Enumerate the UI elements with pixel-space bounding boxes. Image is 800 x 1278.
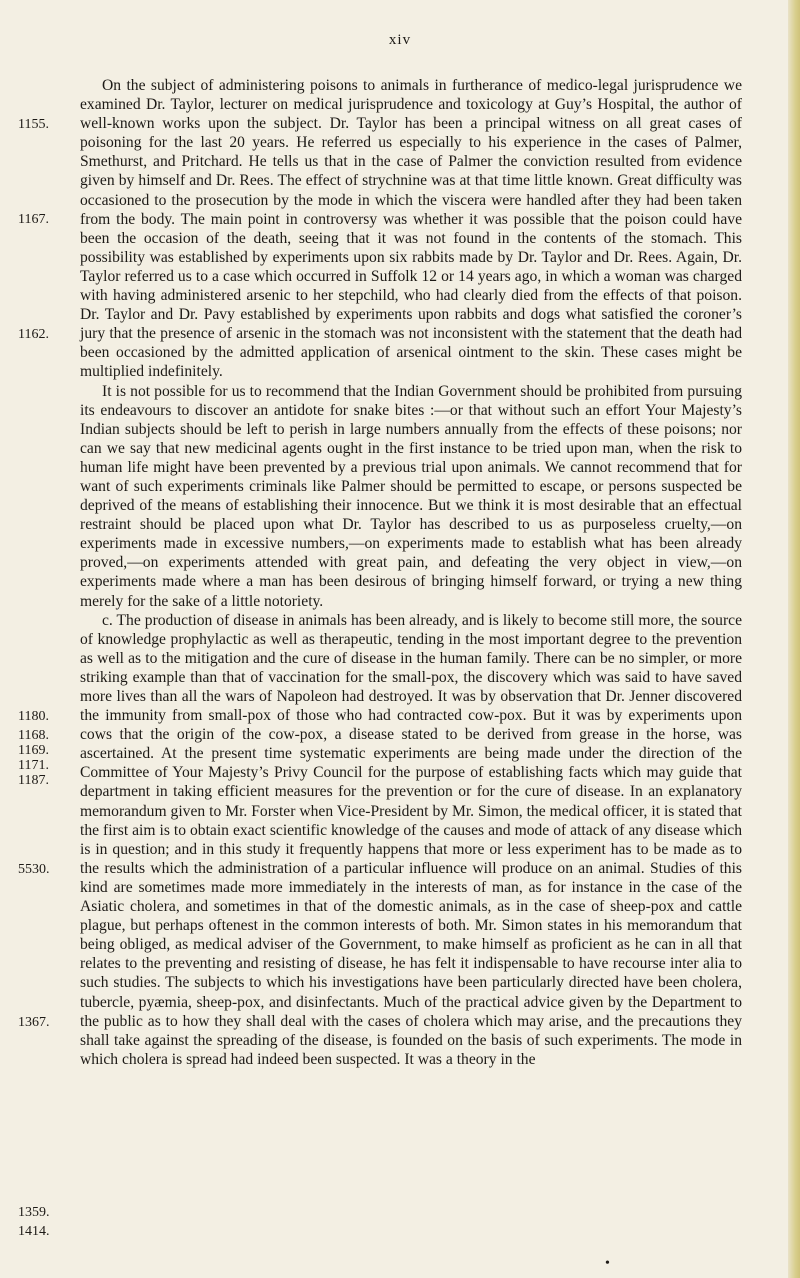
margin-ref: 1180. [18,709,49,724]
page-edge [788,0,800,1278]
page-number: xiv [388,32,412,48]
margin-ref: 1167. [18,212,49,227]
margin-ref: 1162. [18,327,49,342]
margin-ref: 1367. [18,1015,50,1030]
margin-ref: 5530. [18,862,50,877]
body-text [80,76,742,1069]
paragraph: c. The production of disease in animals has been already, and is likely to become still more, the source of knowledge prophylactic as well as therapeutic, tending in the most important degree to the prevention as well as to the mitigation and the cure of disease in the human family. There can be no simpler, or more striking example than that of vaccination for the small-pox, the discovery which was said to have saved more lives than all the wars of Napoleon had destroyed. It was by observation that Dr. Jenner discovered the immunity from small-pox of those who had contracted cow-pox. But it was by experiments upon cows that the origin of the cow-pox, a disease stated to be derived from grease in the horse, was ascertained. At the present time systematic experiments are being made under the direction of the Committee of Your Majesty’s Privy Council for the purpose of establishing facts which may guide that department in taking efficient measures for the prevention or for the cure of disease. In an explanatory memorandum given to Mr. Forster when Vice-President by Mr. Simon, the medical officer, it is stated that the first aim is to obtain exact scientific knowledge of the causes and mode of attack of any disease which is in question; and in this study it frequently happens that more or less experiment has to be made as to the results which the administration of a particular influence will produce on an animal. Studies of this kind are sometimes made more immediately in the interests of man, as for instance in the case of the Asiatic cholera, and sometimes in that of the domestic animals, as in the case of sheep-pox and cattle plague, but perhaps oftenest in the common interests of both. Mr. Simon states in his memorandum that being obliged, as medical adviser of the Government, to make himself as proficient as he can in all that relates to the preventing and resisting of disease, he has felt it indispensable to have recourse inter alia to such studies. The subjects to which his investigations have been particularly directed have been cholera, tubercle, pyæmia, sheep-pox, and disinfectants. Much of the practical advice given by the Department to the public as to how they shall deal with the cases of cholera which may arise, and the precautions they shall take against the spreading of the disease, is founded on the basis of such experiments. The mode in which cholera is spread had indeed been suspected. It was a theory in the [80,611,742,1068]
paragraph: On the subject of administering poisons to animals in furtherance of medico-legal jurisprudence we examined Dr. Taylor, lecturer on medical jurisprudence and toxicology at Guy’s Hospital, the author of well-known works upon the subject. Dr. Taylor has been a principal witness on all great cases of poisoning for the last 20 years. He referred us especially to his experience in the cases of Palmer, Smethurst, and Pritchard. He tells us that in the case of Palmer the conviction resulted from evidence given by himself and Dr. Rees. The effect of strychnine was at that time little known. Great difficulty was occasioned to the prosecution by the mode in which the viscera were handled after they had been taken from the body. The main point in controversy was whether it was possible that the poison could have been the occasion of the death, seeing that it was not found in the contents of the stomach. This possibility was established by experiments upon six rabbits made by Dr. Taylor and Dr. Rees. Again, Dr. Taylor referred us to a case which occurred in Suffolk 12 or 14 years ago, in which a woman was charged with having administered arsenic to her stepchild, who had clearly died from the effects of that poison. Dr. Taylor and Dr. Pavy established by experiments upon rabbits and dogs what satisfied the coroner’s jury that the presence of arsenic in the stomach was not inconsistent with the statement that the death had been occasioned by the admitted application of arsenical ointment to the skin. These cases might be multiplied indefinitely. [80,77,742,381]
margin-ref: 1168. 1169. 1171. 1187. [18,728,49,788]
margin-ref: 1359. [18,1205,50,1220]
paragraph: It is not possible for us to recommend that the Indian Government should be prohibited from pursuing its endeavours to discover an antidote for snake bites :—or that without such an effort Your Majesty’s Indian subjects should be left to perish in large numbers annually from the effects of these poisons; nor can we say that new medicinal agents ought in the first instance to be tried upon man, when the risk to human life might have been prevented by a previous trial upon animals. We cannot recommend that for want of such experiments criminals like Palmer should be permitted to escape, or persons suspected be deprived of the means of establishing their innocence. But we think it is most desirable that an effectual restraint should be placed upon what Dr. Taylor has described to us as purposeless cruelty,—on experiments made in excessive numbers,—on experiments made to establish what has been already proved,—on experiments attended with great pain, and defeating the very object in view,—on experiments made where a man has been desirous of bringing himself forward, or trying a new thing merely for the sake of a little notoriety. [80,382,742,610]
margin-ref: 1414. [18,1224,50,1239]
margin-ref: 1155. [18,117,49,132]
margin-references [18,0,58,1278]
print-mark: • [605,1256,610,1271]
